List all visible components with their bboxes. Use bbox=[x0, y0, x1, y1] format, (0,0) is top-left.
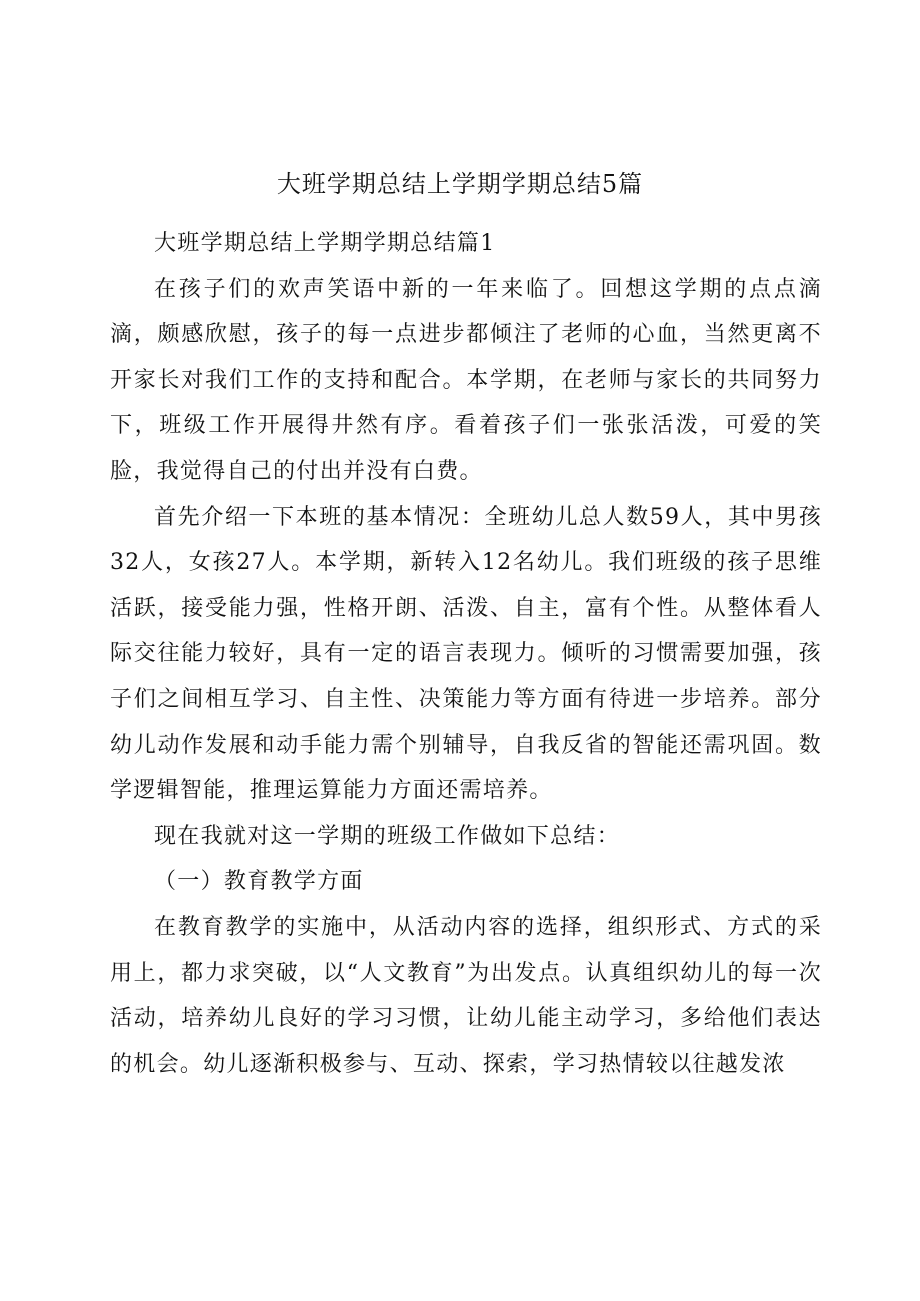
document-body bbox=[110, 221, 822, 1087]
subheading-education: （一）教育教学方面 bbox=[154, 869, 364, 895]
paragraph-intro: 在孩子们的欢声笑语中新的一年来临了。回想这学期的点点滴滴，颇感欣慰，孩子的每一点进步都倾注了老师的心血，当然更离不开家长对我们工作的支持和配合。本学期，在老师与家长的共同努力下，班级工作开展得井然有序。看着孩子们一张张活泼，可爱的笑脸，我觉得自己的付出并没有白费。 bbox=[110, 276, 822, 484]
paragraph-class-info: 首先介绍一下本班的基本情况：全班幼儿总人数59人，其中男孩32人，女孩27人。本学期，新转入12名幼儿。我们班级的孩子思维活跃，接受能力强，性格开朗、活泼、自主，富有个性。从整体看人际交往能力较好，具有一定的语言表现力。倾听的习惯需要加强，孩子们之间相互学习、自主性、决策能力等方面有待进一步培养。部分幼儿动作发展和动手能力需个别辅导，自我反省的智能还需巩固。数学逻辑智能，推理运算能力方面还需培养。 bbox=[110, 504, 822, 804]
paragraph-education: 在教育教学的实施中，从活动内容的选择，组织形式、方式的采用上，都力求突破，以“人文教育”为出发点。认真组织幼儿的每一次活动，培养幼儿良好的学习习惯，让幼儿能主动学习，多给他们表达的机会。幼儿逐渐积极参与、互动、探索，学习热情较以往越发浓 bbox=[110, 914, 822, 1077]
document-title: 大班学期总结上学期学期总结5篇 bbox=[276, 170, 644, 198]
section-heading: 大班学期总结上学期学期总结篇1 bbox=[154, 231, 496, 256]
paragraph-summary-lead: 现在我就对这一学期的班级工作做如下总结： bbox=[154, 823, 621, 849]
